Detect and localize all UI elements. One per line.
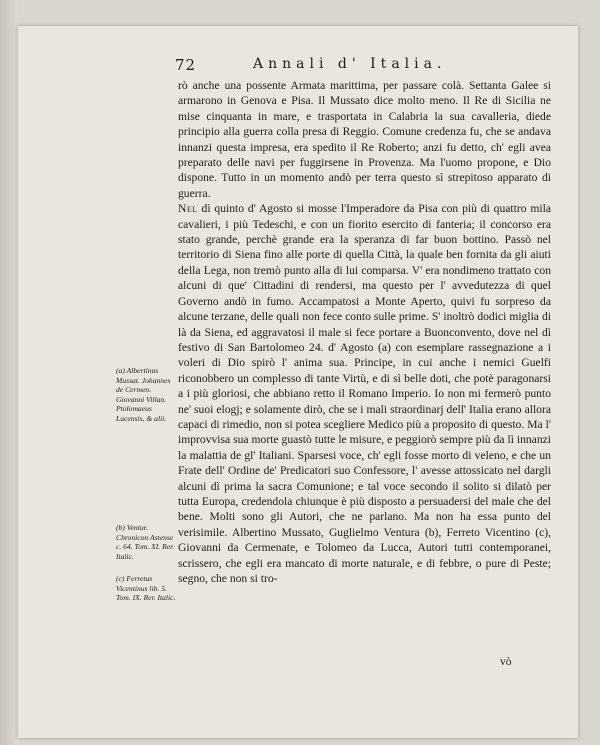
paragraph-2-text: dì quinto d' Agosto si mosse l'Imperadore da Pisa con più di quattro mila cavalieri, i più Tedeschi, e con un fiorito esercito di fanteria; il concorso era stato grande, perchè grande era la speranza di far buon bottino. Passò nel territorio di Siena fino alle porte di quella Città, la quale ben fornita da gli aiuti della Lega, non tremò punto alla di lui comparsa. V' era nondimeno trattato con alcuni di que' Cittadini di rendersi, ma questo per l' avvedutezza di quel Governo andò in fumo. Accampatosi a Monte Aperto, quivi fu sorpreso da alcune terzane, delle quali non fece conto sulle prime. S' inoltrò dodici miglia di là da Siena, ed aggravatosi il male si fece portare a Buonconvento, dove nel dì festivo di San Bartolomeo 24. d' Agosto (a) con esemplare rassegnazione a i voleri di Dio spirò l' anima sua. Principe, in cui anche i nemici Guelfi riconobbero un complesso di tante Virtù, e di sì belle doti, che potè paragonarsi a i più gloriosi, che abbiano retto il Romano Imperio. Io non mi fermerò punto ne' suoi elogj; e solamente dirò, che se i mali straordinarj dell' Italia erano allora capaci di rimedio, non si potea scegliere Medico più a proposito di questo. Ma l' improvvisa sua morte guastò tutte le misure, e peggiorò sempre più da lì innanzi la malattia de gl' Italiani. Sparsesi voce, ch' egli fosse morto di veleno, e che un Frate dell' Ordine de' Predicatori suo Confessore, l' avesse attossicato nel dargli alcuni dì prima la sacra Comunione; e tal voce secondo il solito si dilatò per tutta Europa, credendola chiunque è più disposto a persuadersi del male che del bene. Molti sono gli Autori, che ne parlano. Ma non ha essa punto del verisimile. Albertino Mussato, Guglielmo Ventura (b), Ferreto Vicentino (c), Giovanni da Cermenate, e Tolomeo da Lucca, Autori tutti contemporanei, scrissero, che egli era mancato di morte naturale, e di febbre, o pure di Peste; segno, che non si tro- [178,202,551,585]
margin-note-b: (b) Ventur. Chronicon Astense c. 64. Tom. XI. Rer. Italic. [116,523,175,561]
page-number: 72 [175,56,197,74]
running-title: Annali d' Italia. [253,56,447,72]
paragraph-1: rò anche una possente Armata marittima, per passare colà. Settanta Galee si armarono in Genova e Pisa. Il Mussato dice molto meno. Il Re di Sicilia ne mise cinquanta in mare, e trasportata in Calabria la sua cavalleria, diede principio alla guerra colla presa di Reggio. Comune credenza fu, che se andava innanzi questa impresa, era spedito il Re Roberto; anzi fu detto, ch' egli avea preparato delle navi per fuggirsene in Provenza. Ma l'uomo propone, e Dio dispone. Tutto in un momento andò per terra questo sì strepitoso apparato di guerra. [178,79,551,200]
page-gutter-shadow [0,0,18,745]
main-text [178,78,551,586]
margin-note-a: (a) Albertinus Mussat. Johannes de Cermen. Giovanni Villan. Ptolomaeus Lucensis, & alii. [116,366,171,423]
paragraph-initial: Nel [178,202,198,216]
running-header [175,56,495,78]
catchword: vò [500,656,512,668]
margin-note-c: (c) Ferretus Vicentinus lib. 5. Tom. IX. Rer. Italic. [116,574,176,603]
paragraph-2 [178,201,551,586]
